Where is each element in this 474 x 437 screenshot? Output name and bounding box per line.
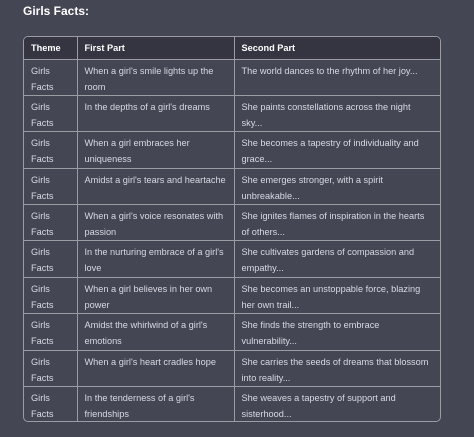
cell-theme: Girls Facts <box>24 314 77 350</box>
table-row <box>24 350 440 386</box>
table-row <box>24 277 440 313</box>
facts-table <box>24 37 440 422</box>
table-header-row <box>24 37 440 59</box>
cell-theme: Girls Facts <box>24 277 77 313</box>
cell-second-part: She becomes a tapestry of individuality and grace... <box>234 132 440 168</box>
cell-first-part: Amidst the whirlwind of a girl's emotions <box>77 314 234 350</box>
table-row <box>24 314 440 350</box>
cell-first-part: In the depths of a girl's dreams <box>77 95 234 131</box>
cell-second-part: She paints constellations across the night sky... <box>234 95 440 131</box>
cell-second-part: She cultivates gardens of compassion and empathy... <box>234 241 440 277</box>
section-heading: Girls Facts: <box>23 4 90 18</box>
cell-second-part: The world dances to the rhythm of her joy... <box>234 59 440 95</box>
cell-second-part: She ignites flames of inspiration in the hearts of others... <box>234 205 440 241</box>
cell-first-part: When a girl's voice resonates with passion <box>77 205 234 241</box>
cell-theme: Girls Facts <box>24 168 77 204</box>
cell-second-part: She carries the seeds of dreams that blossom into reality... <box>234 350 440 386</box>
cell-theme: Girls Facts <box>24 387 77 422</box>
table-row <box>24 132 440 168</box>
table-row <box>24 241 440 277</box>
table-row <box>24 168 440 204</box>
cell-second-part: She finds the strength to embrace vulnerability... <box>234 314 440 350</box>
cell-second-part: She becomes an unstoppable force, blazing her own trail... <box>234 277 440 313</box>
cell-first-part: When a girl embraces her uniqueness <box>77 132 234 168</box>
cell-theme: Girls Facts <box>24 132 77 168</box>
header-theme: Theme <box>24 37 77 59</box>
cell-first-part: In the nurturing embrace of a girl's love <box>77 241 234 277</box>
table-row <box>24 95 440 131</box>
cell-theme: Girls Facts <box>24 350 77 386</box>
cell-first-part: When a girl believes in her own power <box>77 277 234 313</box>
header-first-part: First Part <box>77 37 234 59</box>
cell-theme: Girls Facts <box>24 205 77 241</box>
cell-first-part: When a girl's smile lights up the room <box>77 59 234 95</box>
table-row <box>24 59 440 95</box>
table-row <box>24 205 440 241</box>
cell-theme: Girls Facts <box>24 241 77 277</box>
facts-table-container <box>23 36 441 422</box>
cell-first-part: Amidst a girl's tears and heartache <box>77 168 234 204</box>
cell-theme: Girls Facts <box>24 95 77 131</box>
cell-first-part: When a girl's heart cradles hope <box>77 350 234 386</box>
cell-first-part: In the tenderness of a girl's friendships <box>77 387 234 422</box>
cell-theme: Girls Facts <box>24 59 77 95</box>
table-row <box>24 387 440 422</box>
header-second-part: Second Part <box>234 37 440 59</box>
cell-second-part: She emerges stronger, with a spirit unbreakable... <box>234 168 440 204</box>
cell-second-part: She weaves a tapestry of support and sisterhood... <box>241 393 396 420</box>
